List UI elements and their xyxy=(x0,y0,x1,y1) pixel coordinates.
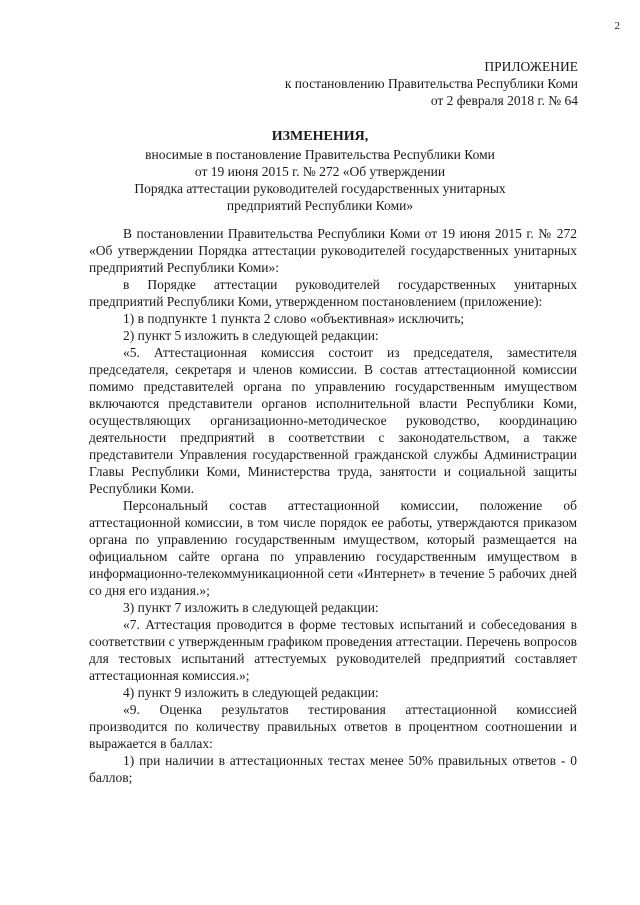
paragraph: 4) пункт 9 изложить в следующей редакции: xyxy=(123,685,379,700)
appendix-line-1: к постановлению Правительства Республики Коми xyxy=(284,76,578,91)
title-line: от 19 июня 2015 г. № 272 «Об утверждении xyxy=(194,164,446,179)
document-body xyxy=(89,225,577,786)
paragraph: «9. Оценка результатов тестирования аттестационной комиссией производится по количеству правильных ответов в процентном соотношении и выражается в баллах: xyxy=(89,702,577,751)
page-number: 2 xyxy=(614,20,620,32)
paragraph: 2) пункт 5 изложить в следующей редакции: xyxy=(123,328,379,343)
paragraph: «7. Аттестация проводится в форме тестовых испытаний и собеседования в соответствии с утвержденным графиком проведения аттестации. Перечень вопросов для тестовых испытаний аттестуемых руководителей предприятий составляет аттестационная комиссия.»; xyxy=(89,617,577,683)
document-title xyxy=(0,128,640,214)
appendix-label: ПРИЛОЖЕНИЕ xyxy=(484,59,578,74)
appendix-block xyxy=(285,58,578,109)
title-heading: ИЗМЕНЕНИЯ, xyxy=(271,129,369,144)
title-line: Порядка аттестации руководителей государственных унитарных xyxy=(134,181,506,196)
paragraph: 1) при наличии в аттестационных тестах менее 50% правильных ответов - 0 баллов; xyxy=(89,753,577,785)
paragraph: 3) пункт 7 изложить в следующей редакции: xyxy=(123,600,379,615)
paragraph: 1) в подпункте 1 пункта 2 слово «объективная» исключить; xyxy=(123,311,465,326)
appendix-line-2: от 2 февраля 2018 г. № 64 xyxy=(430,93,578,108)
title-line: предприятий Республики Коми» xyxy=(226,198,414,213)
title-line: вносимые в постановление Правительства Республики Коми xyxy=(145,147,495,162)
paragraph: Персональный состав аттестационной комиссии, положение об аттестационной комиссии, в том числе порядок ее работы, утверждаются приказом органа по управлению государственным имуществом, который размещается на официальном сайте органа по управлению государственным имуществом в информационно-телекоммуникационной сети «Интернет» в течение 5 рабочих дней со дня его издания.»; xyxy=(89,498,577,598)
paragraph: в Порядке аттестации руководителей государственных унитарных предприятий Республики Коми, утвержденном постановлением (приложение): xyxy=(89,277,577,309)
paragraph: В постановлении Правительства Республики Коми от 19 июня 2015 г. № 272 «Об утверждении Порядка аттестации руководителей государственных унитарных предприятий Республики Коми»: xyxy=(89,226,577,275)
paragraph: «5. Аттестационная комиссия состоит из председателя, заместителя председателя, секретаря и членов комиссии. В состав аттестационной комиссии помимо представителей органа по управлению государственным имуществом включаются представители органов исполнительной власти Республики Коми, осуществляющих организационно-методическое руководство, координацию деятельности предприятий в соответствии с законодательством, а также представители Управления государственной гражданской службы Администрации Главы Республики Коми, Министерства труда, занятости и социальной защиты Республики Коми. xyxy=(89,345,577,496)
